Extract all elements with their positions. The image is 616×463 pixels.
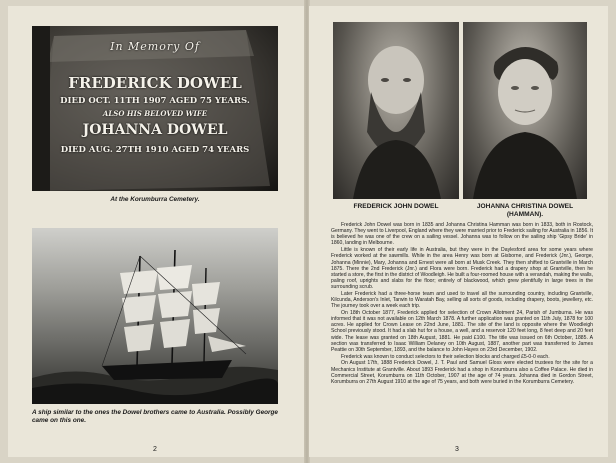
portrait-frederick-silhouette [333, 22, 459, 199]
biography-paragraph: On 18th October 1877, Frederick applied for selection of Crown Allotment 24, Parish of Jumburna. He was informed that it was not available on 12th March 1878. A further application was granted on 11th July, 1878 for 100 acres. He applied for Crown Lease on 22nd June, 1881. The site of the land is opposite where the Woodleigh School previously stood. It had a slab hut for a house, a well, and a reservoir 120 feet long, 8 feet deep and 20 feet wide. The lease was granted on 18th August, 1881. He paid £100. The title was issued on 6th October, 1885. A section was transferred to Isaac William Delaney on 10th August, 1887, another part was transferred to James Peattie on 30th September, 1893, and the balance to John Hayes on 23rd December, 1902. [331, 309, 593, 353]
page-number-left: 2 [153, 446, 157, 453]
portrait-frederick [333, 22, 459, 199]
portrait-johanna [463, 22, 587, 199]
headstone-line-3: DIED OCT. 11TH 1907 AGED 75 YEARS. [60, 96, 250, 106]
sailing-ship-illustration [32, 228, 278, 404]
portrait-johanna-caption-line-2: (HAMMAN). [506, 211, 544, 218]
right-page [309, 6, 608, 457]
page-number-right: 3 [455, 446, 459, 453]
headstone-line-1: In Memory Of [110, 40, 200, 53]
biography-text [331, 222, 593, 448]
headstone-photo [32, 26, 278, 191]
headstone-line-2: FREDERICK DOWEL [68, 74, 242, 92]
headstone-line-4: ALSO HIS BELOVED WIFE [102, 109, 208, 118]
biography-paragraph: Frederick was known to conduct selectors to their selection blocks and charged £5-0-0 each. [341, 353, 550, 360]
biography-paragraph: On August 17th, 1888 Frederick Dowel, J. T. Paul and Samuel Gloss were elected trustees for the site for a Mechanics Institute at Grantville. About 1893 Frederick had a shop in Korumburra also a Coffee Palace. He died in Commercial Street, Korumburra on 11th October, 1907 at the age of 74 years. Johanna died in Gordon Street, Korumburra on 27th August 1910 at the age of 75 years, and both were buried in the Korumburra Cemetery. [331, 360, 593, 385]
biography-paragraph: Little is known of their early life in Australia, but they were in the Daylesford area for some years where Frederick worked at the sawmills. While in the area Henry was born at Gisborne, and Frederick (Jnr.), George, Johanna (Minnie), Mary, Johanna and Ernest were all born at Musk Creek. They then shifted to Grantville in March 1875. There the 2nd Frederick (Jnr.) and Flora were born. Frederick had a drapery shop at Grantville, then he started a store, the first in the district of Woodleigh. He built a four-roomed house with a verandah, making the walls, paling roof, uprights and slabs for the floor; entirely of blackwood, which grew plentifully in large trees in the surrounding scrub. [331, 247, 593, 291]
headstone-line-5: JOHANNA DOWEL [82, 122, 228, 138]
headstone-line-6: DIED AUG. 27TH 1910 AGED 74 YEARS [60, 145, 250, 155]
portrait-johanna-caption-line-1: JOHANNA CHRISTINA DOWEL [476, 203, 574, 210]
biography-paragraph: Later Frederick had a three-horse team and used to travel all the surrounding country, including Grantville, Kilcunda, Anderson's Inlet, Tarwin to Waratah Bay, selling all sorts of goods, including drapery, boots, jewellery, etc. The journey took over a week each trip. [331, 290, 593, 310]
ship-photo [32, 228, 278, 404]
headstone-caption: At the Korumburra Cemetery. [110, 196, 200, 203]
ship-caption: A ship similar to the ones the Dowel brothers came to Australia. Possibly George came on this one. [32, 409, 278, 424]
left-page [8, 6, 305, 457]
portrait-frederick-caption: FREDERICK JOHN DOWEL [353, 203, 439, 210]
biography-paragraph: Frederick John Dowel was born in 1835 and Johanna Christina Hamman was born in 1833, both in Rostock, Germany. They went to Liverpool, England where they were married prior to Frederick sailing for Australia in 1856. It is believed he was one of the crew on a sailing vessel. Johanna was to follow on the sailing ship 'Gipsy Bride' in 1860, landing in Melbourne. [331, 222, 593, 247]
portrait-johanna-silhouette [463, 22, 587, 199]
